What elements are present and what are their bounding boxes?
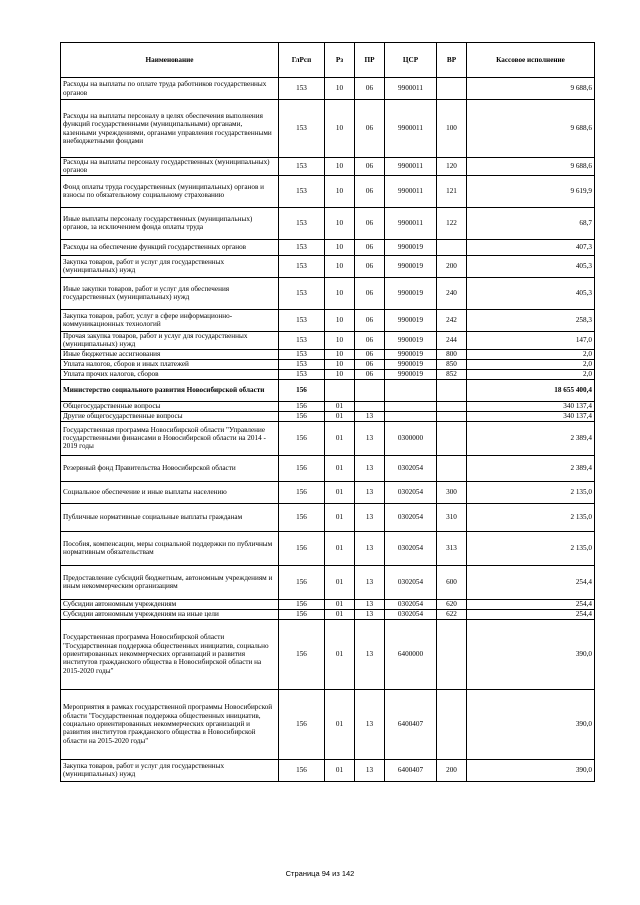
cell-vr: 622 — [437, 609, 467, 619]
cell-pr — [355, 379, 385, 401]
cell-rz: 01 — [325, 689, 355, 759]
cell-rz: 01 — [325, 503, 355, 531]
cell-pr: 06 — [355, 158, 385, 176]
cell-rz: 10 — [325, 255, 355, 277]
table-row — [61, 531, 595, 565]
cell-name: Пособия, компенсации, меры социальной поддержки по публичным нормативным обязательствам — [61, 531, 279, 565]
table-row — [61, 277, 595, 309]
cell-vr: 120 — [437, 158, 467, 176]
cell-name: Расходы на выплаты по оплате труда работников государственных органов — [61, 78, 279, 100]
cell-csr: 9900011 — [385, 100, 437, 158]
cell-name: Расходы на выплаты персоналу в целях обеспечения выполнения функций государственными (муниципальными) органами, казенными учреждениями, органами управления государственными внебюджетными фондами — [61, 100, 279, 158]
cell-csr: 0302054 — [385, 481, 437, 503]
cell-amount: 390,0 — [467, 689, 595, 759]
cell-grbs: 156 — [279, 401, 325, 411]
cell-pr: 13 — [355, 565, 385, 599]
cell-vr: 200 — [437, 255, 467, 277]
cell-csr: 0302054 — [385, 599, 437, 609]
cell-amount: 405,3 — [467, 255, 595, 277]
cell-grbs: 153 — [279, 239, 325, 255]
table-row — [61, 78, 595, 100]
cell-vr: 600 — [437, 565, 467, 599]
cell-pr: 06 — [355, 331, 385, 349]
cell-amount: 9 688,6 — [467, 78, 595, 100]
table-row — [61, 158, 595, 176]
cell-rz: 10 — [325, 207, 355, 239]
cell-amount: 405,3 — [467, 277, 595, 309]
table-body — [61, 78, 595, 782]
cell-rz: 01 — [325, 759, 355, 781]
cell-csr: 0300000 — [385, 421, 437, 455]
cell-csr: 6400407 — [385, 759, 437, 781]
cell-pr: 13 — [355, 411, 385, 421]
cell-pr: 06 — [355, 369, 385, 379]
cell-amount: 2,0 — [467, 359, 595, 369]
cell-csr: 9900019 — [385, 239, 437, 255]
cell-pr: 06 — [355, 175, 385, 207]
cell-csr: 0302054 — [385, 565, 437, 599]
col-header-pr: ПР — [355, 43, 385, 78]
cell-vr: 310 — [437, 503, 467, 531]
cell-name: Субсидии автономным учреждениям на иные цели — [61, 609, 279, 619]
cell-grbs: 153 — [279, 349, 325, 359]
table-row — [61, 421, 595, 455]
cell-grbs: 153 — [279, 277, 325, 309]
cell-csr: 9900019 — [385, 331, 437, 349]
table-row — [61, 255, 595, 277]
table-row — [61, 609, 595, 619]
cell-vr — [437, 619, 467, 689]
cell-amount: 340 137,4 — [467, 401, 595, 411]
table-row — [61, 401, 595, 411]
cell-pr: 06 — [355, 207, 385, 239]
cell-csr: 9900011 — [385, 175, 437, 207]
cell-rz: 10 — [325, 349, 355, 359]
cell-name: Закупка товаров, работ и услуг для государственных (муниципальных) нужд — [61, 255, 279, 277]
table-row — [61, 411, 595, 421]
cell-rz: 01 — [325, 619, 355, 689]
table-row — [61, 503, 595, 531]
cell-csr — [385, 411, 437, 421]
cell-name: Иные закупки товаров, работ и услуг для обеспечения государственных (муниципальных) нужд — [61, 277, 279, 309]
cell-amount: 2 389,4 — [467, 421, 595, 455]
col-header-vr: ВР — [437, 43, 467, 78]
cell-name: Другие общегосударственные вопросы — [61, 411, 279, 421]
table-row — [61, 379, 595, 401]
cell-rz: 01 — [325, 531, 355, 565]
cell-name: Иные бюджетные ассигнования — [61, 349, 279, 359]
cell-vr: 620 — [437, 599, 467, 609]
cell-amount: 9 619,9 — [467, 175, 595, 207]
cell-pr: 13 — [355, 689, 385, 759]
header-row — [61, 43, 595, 78]
table-row — [61, 619, 595, 689]
cell-name: Государственная программа Новосибирской области "Управление государственными финансами в Новосибирской области на 2014 - 2019 годы — [61, 421, 279, 455]
cell-name: Субсидии автономным учреждениям — [61, 599, 279, 609]
cell-vr: 100 — [437, 100, 467, 158]
cell-amount: 68,7 — [467, 207, 595, 239]
table-row — [61, 331, 595, 349]
cell-grbs: 156 — [279, 609, 325, 619]
cell-name: Предоставление субсидий бюджетным, автономным учреждениям и иным некоммерческим организациям — [61, 565, 279, 599]
cell-csr — [385, 401, 437, 411]
cell-vr: 852 — [437, 369, 467, 379]
cell-name: Расходы на обеспечение функций государственных органов — [61, 239, 279, 255]
cell-pr — [355, 401, 385, 411]
cell-grbs: 156 — [279, 379, 325, 401]
cell-amount: 407,3 — [467, 239, 595, 255]
cell-grbs: 153 — [279, 331, 325, 349]
cell-rz: 01 — [325, 481, 355, 503]
cell-vr: 244 — [437, 331, 467, 349]
cell-csr: 9900011 — [385, 207, 437, 239]
cell-amount: 18 655 400,4 — [467, 379, 595, 401]
cell-amount: 9 688,6 — [467, 100, 595, 158]
cell-vr — [437, 401, 467, 411]
cell-vr: 313 — [437, 531, 467, 565]
page-number: Страница 94 из 142 — [285, 869, 355, 878]
cell-pr: 06 — [355, 359, 385, 369]
cell-grbs: 156 — [279, 689, 325, 759]
cell-rz: 10 — [325, 309, 355, 331]
cell-csr: 9900019 — [385, 255, 437, 277]
table-row — [61, 369, 595, 379]
cell-grbs: 156 — [279, 619, 325, 689]
table-row — [61, 565, 595, 599]
cell-csr: 9900019 — [385, 277, 437, 309]
cell-vr: 242 — [437, 309, 467, 331]
cell-grbs: 156 — [279, 565, 325, 599]
cell-pr: 13 — [355, 531, 385, 565]
cell-csr: 9900011 — [385, 158, 437, 176]
cell-pr: 06 — [355, 255, 385, 277]
col-header-rz: Рз — [325, 43, 355, 78]
cell-csr: 9900019 — [385, 349, 437, 359]
cell-amount: 254,4 — [467, 609, 595, 619]
cell-amount: 2 135,0 — [467, 503, 595, 531]
cell-amount: 390,0 — [467, 759, 595, 781]
cell-amount: 254,4 — [467, 599, 595, 609]
cell-amount: 2 135,0 — [467, 531, 595, 565]
cell-grbs: 156 — [279, 481, 325, 503]
cell-pr: 13 — [355, 503, 385, 531]
cell-csr: 0302054 — [385, 455, 437, 481]
table-row — [61, 100, 595, 158]
table-row — [61, 239, 595, 255]
cell-vr — [437, 379, 467, 401]
cell-pr: 06 — [355, 78, 385, 100]
cell-pr: 13 — [355, 759, 385, 781]
cell-rz: 01 — [325, 421, 355, 455]
cell-name: Резервный фонд Правительства Новосибирской области — [61, 455, 279, 481]
table-row — [61, 175, 595, 207]
cell-pr: 06 — [355, 349, 385, 359]
cell-rz: 10 — [325, 239, 355, 255]
cell-name: Министерство социального развития Новосибирской области — [61, 379, 279, 401]
cell-grbs: 156 — [279, 421, 325, 455]
cell-csr: 6400407 — [385, 689, 437, 759]
cell-grbs: 153 — [279, 309, 325, 331]
table-row — [61, 759, 595, 781]
cell-rz: 10 — [325, 158, 355, 176]
cell-rz: 10 — [325, 277, 355, 309]
col-header-grbs: ГлРсп — [279, 43, 325, 78]
cell-grbs: 156 — [279, 411, 325, 421]
col-header-csr: ЦСР — [385, 43, 437, 78]
cell-name: Уплата прочих налогов, сборов — [61, 369, 279, 379]
cell-vr: 122 — [437, 207, 467, 239]
col-header-name: Наименование — [61, 43, 279, 78]
cell-name: Фонд оплаты труда государственных (муниципальных) органов и взносы по обязательному социальному страхованию — [61, 175, 279, 207]
cell-amount: 390,0 — [467, 619, 595, 689]
cell-grbs: 153 — [279, 359, 325, 369]
cell-pr: 06 — [355, 239, 385, 255]
cell-grbs: 156 — [279, 599, 325, 609]
cell-amount: 2 389,4 — [467, 455, 595, 481]
cell-rz: 01 — [325, 411, 355, 421]
cell-csr: 9900011 — [385, 78, 437, 100]
cell-amount: 2,0 — [467, 349, 595, 359]
cell-csr: 9900019 — [385, 309, 437, 331]
cell-grbs: 153 — [279, 369, 325, 379]
cell-rz: 10 — [325, 369, 355, 379]
cell-vr — [437, 455, 467, 481]
cell-name: Общегосударственные вопросы — [61, 401, 279, 411]
cell-rz: 10 — [325, 100, 355, 158]
cell-name: Прочая закупка товаров, работ и услуг для государственных (муниципальных) нужд — [61, 331, 279, 349]
cell-amount: 2,0 — [467, 369, 595, 379]
cell-pr: 13 — [355, 619, 385, 689]
cell-rz: 10 — [325, 331, 355, 349]
cell-grbs: 153 — [279, 255, 325, 277]
cell-pr: 13 — [355, 481, 385, 503]
cell-amount: 147,0 — [467, 331, 595, 349]
cell-name: Публичные нормативные социальные выплаты гражданам — [61, 503, 279, 531]
table-row — [61, 359, 595, 369]
cell-grbs: 156 — [279, 455, 325, 481]
cell-grbs: 153 — [279, 158, 325, 176]
cell-grbs: 153 — [279, 78, 325, 100]
col-header-amount: Кассовое исполнение — [467, 43, 595, 78]
cell-pr: 06 — [355, 277, 385, 309]
cell-vr: 800 — [437, 349, 467, 359]
cell-pr: 13 — [355, 455, 385, 481]
table-row — [61, 689, 595, 759]
cell-pr: 06 — [355, 100, 385, 158]
cell-vr — [437, 411, 467, 421]
cell-vr — [437, 78, 467, 100]
table-row — [61, 481, 595, 503]
table-row — [61, 455, 595, 481]
cell-csr: 0302054 — [385, 503, 437, 531]
cell-name: Закупка товаров, работ, услуг в сфере информационно-коммуникационных технологий — [61, 309, 279, 331]
cell-csr: 9900019 — [385, 369, 437, 379]
cell-pr: 13 — [355, 421, 385, 455]
cell-amount: 254,4 — [467, 565, 595, 599]
cell-pr: 13 — [355, 599, 385, 609]
cell-name: Иные выплаты персоналу государственных (муниципальных) органов, за исключением фонда оплаты труда — [61, 207, 279, 239]
cell-name: Уплата налогов, сборов и иных платежей — [61, 359, 279, 369]
cell-vr — [437, 239, 467, 255]
cell-amount: 2 135,0 — [467, 481, 595, 503]
cell-rz: 01 — [325, 401, 355, 411]
table-row — [61, 599, 595, 609]
cell-name: Государственная программа Новосибирской области "Государственная поддержка общественных инициатив, социально ориентированных некоммерческих организаций и развития институтов гражданского общества в Новосибирской области на 2015-2020 годы" — [61, 619, 279, 689]
table-row — [61, 309, 595, 331]
cell-rz: 01 — [325, 565, 355, 599]
table-row — [61, 349, 595, 359]
cell-grbs: 153 — [279, 207, 325, 239]
cell-csr: 6400000 — [385, 619, 437, 689]
cell-rz: 10 — [325, 175, 355, 207]
cell-csr — [385, 379, 437, 401]
cell-amount: 9 688,6 — [467, 158, 595, 176]
cell-amount: 258,3 — [467, 309, 595, 331]
cell-vr: 200 — [437, 759, 467, 781]
cell-vr: 300 — [437, 481, 467, 503]
cell-name: Закупка товаров, работ и услуг для государственных (муниципальных) нужд — [61, 759, 279, 781]
cell-amount: 340 137,4 — [467, 411, 595, 421]
cell-pr: 13 — [355, 609, 385, 619]
cell-rz: 01 — [325, 609, 355, 619]
cell-vr: 240 — [437, 277, 467, 309]
cell-grbs: 156 — [279, 503, 325, 531]
cell-grbs: 156 — [279, 759, 325, 781]
cell-rz: 01 — [325, 455, 355, 481]
cell-vr — [437, 689, 467, 759]
cell-name: Мероприятия в рамках государственной программы Новосибирской области "Государственная поддержка общественных инициатив, социально ориентированных некоммерческих организаций и развития институтов гражданского общества в Новосибирской области на 2015-2020 годы" — [61, 689, 279, 759]
cell-vr: 121 — [437, 175, 467, 207]
budget-table — [60, 42, 595, 782]
cell-rz: 10 — [325, 359, 355, 369]
table-row — [61, 207, 595, 239]
cell-csr: 0302054 — [385, 609, 437, 619]
cell-grbs: 153 — [279, 175, 325, 207]
cell-rz — [325, 379, 355, 401]
cell-csr: 0302054 — [385, 531, 437, 565]
cell-pr: 06 — [355, 309, 385, 331]
cell-vr: 850 — [437, 359, 467, 369]
cell-grbs: 153 — [279, 100, 325, 158]
cell-name: Расходы на выплаты персоналу государственных (муниципальных) органов — [61, 158, 279, 176]
cell-rz: 01 — [325, 599, 355, 609]
cell-vr — [437, 421, 467, 455]
cell-rz: 10 — [325, 78, 355, 100]
cell-csr: 9900019 — [385, 359, 437, 369]
cell-name: Социальное обеспечение и иные выплаты населению — [61, 481, 279, 503]
cell-grbs: 156 — [279, 531, 325, 565]
